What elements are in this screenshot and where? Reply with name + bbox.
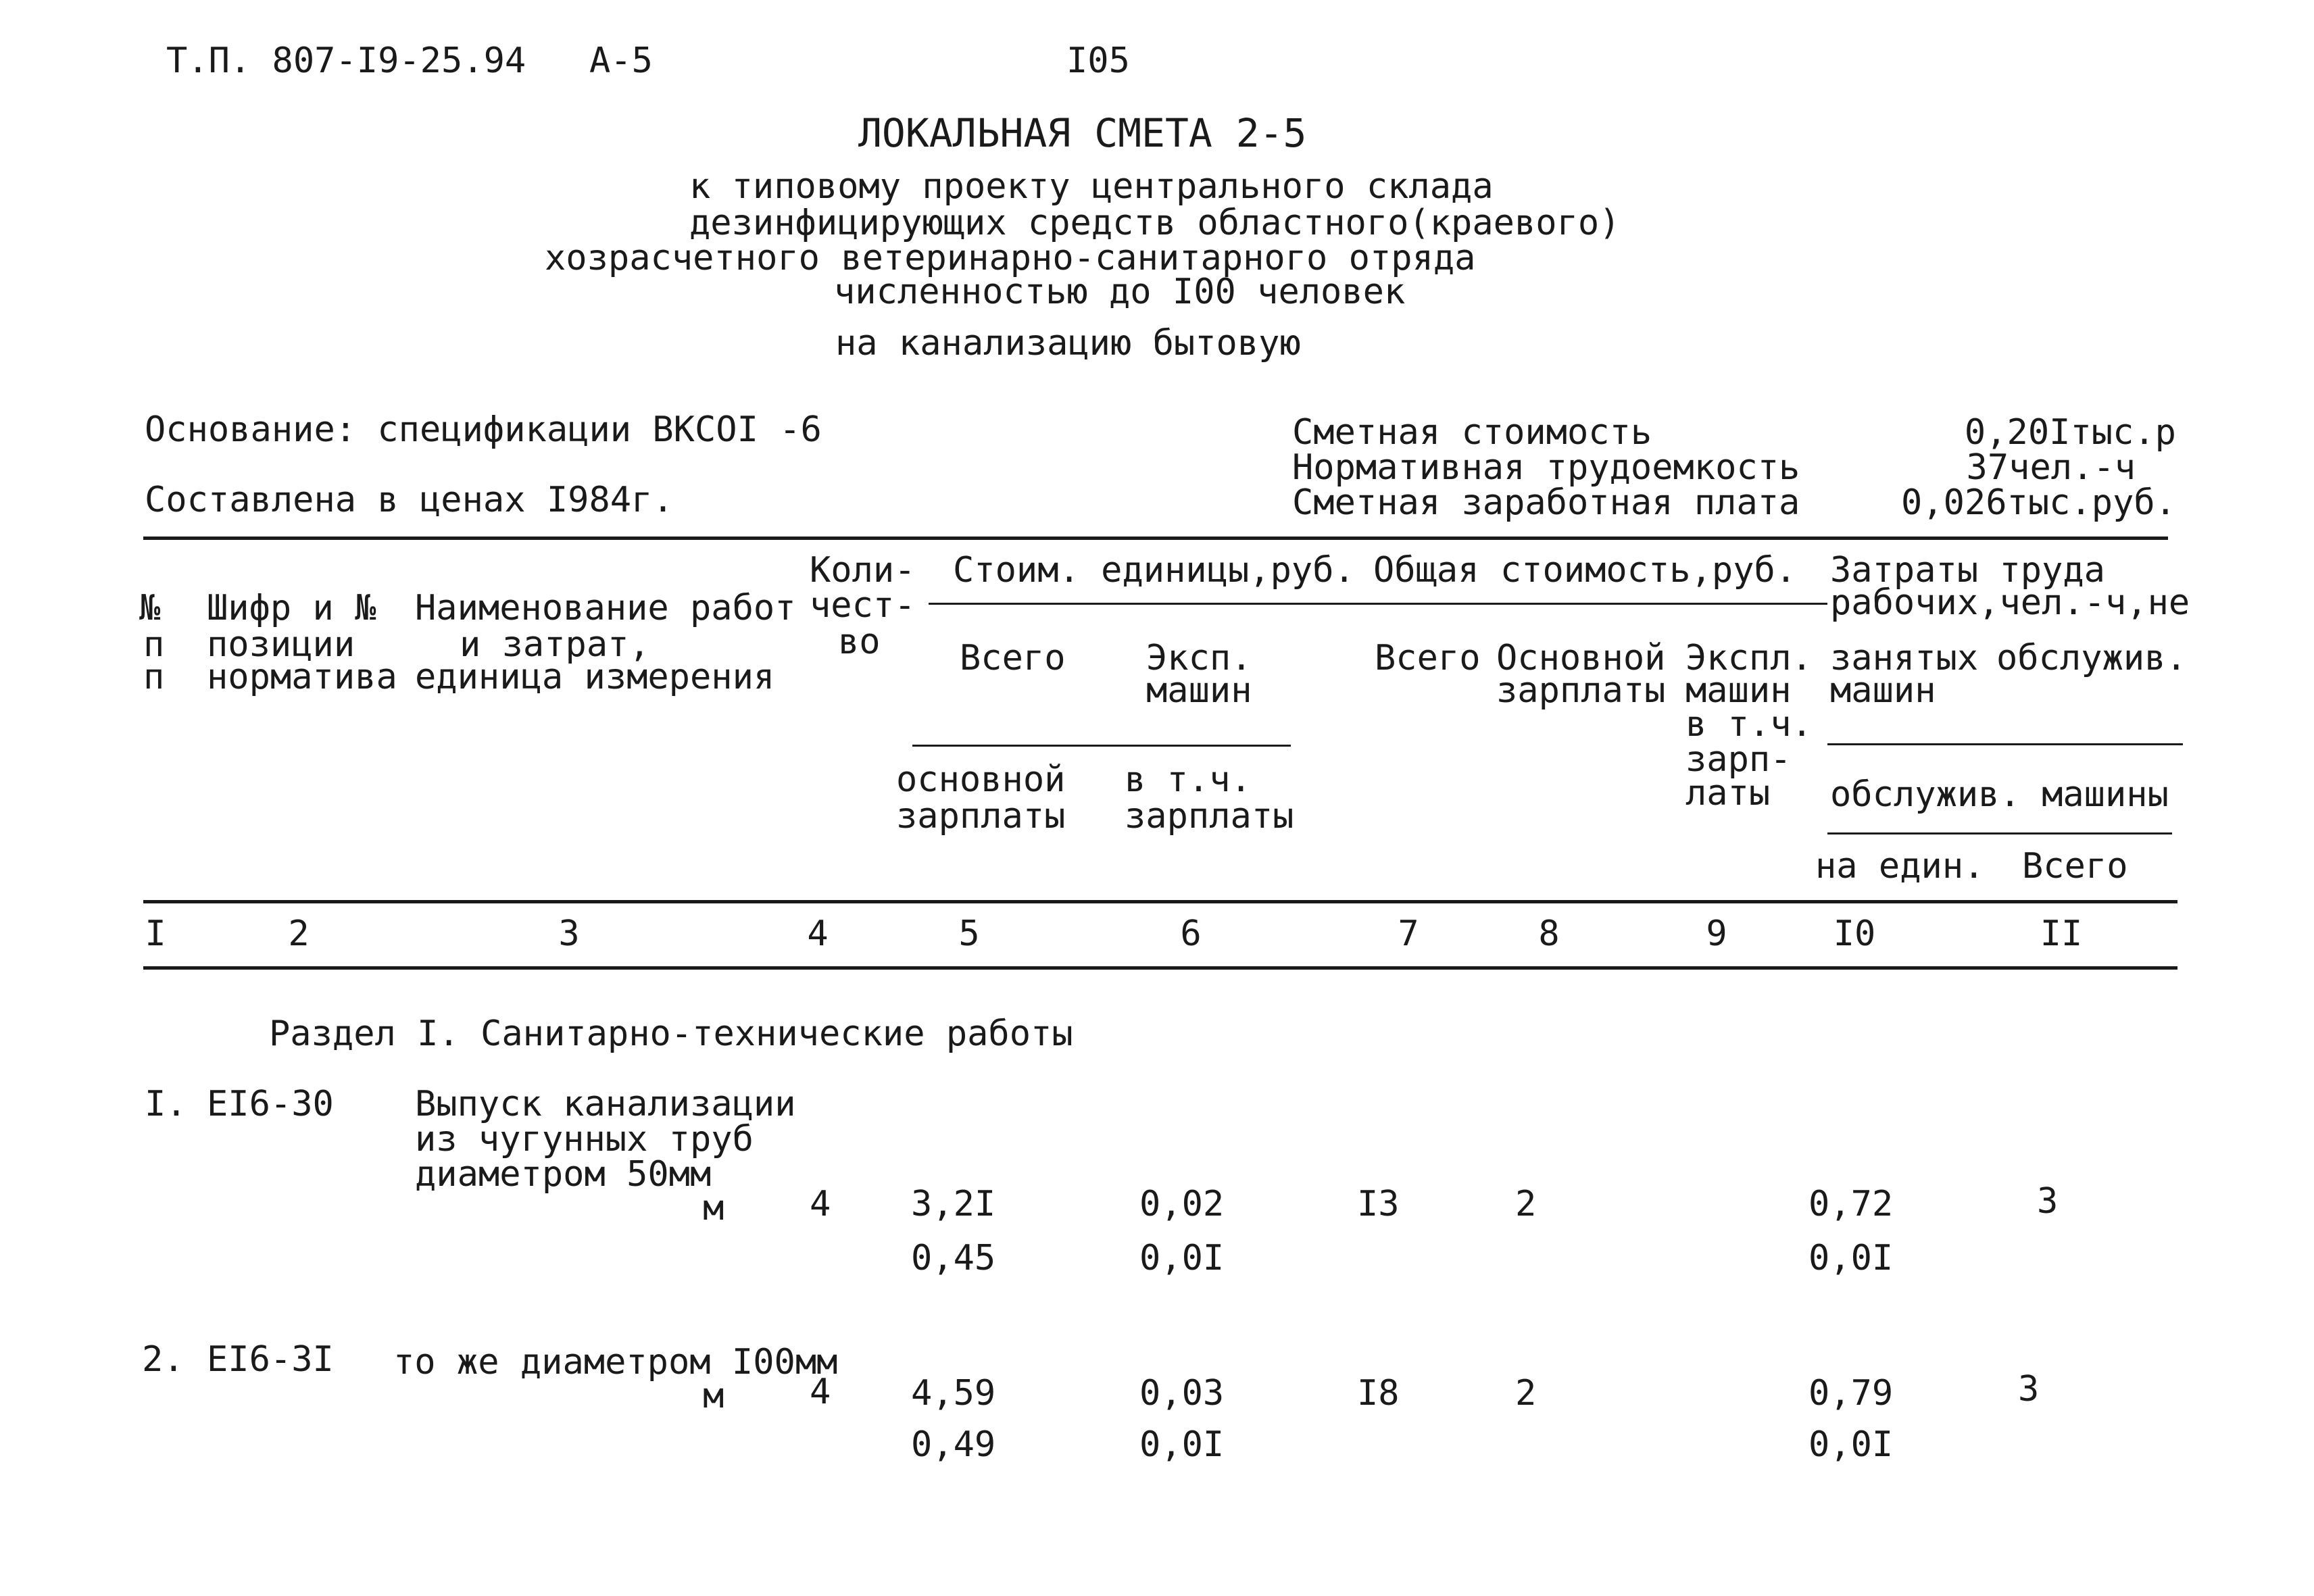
col9-header-line5: латы — [1685, 773, 1771, 814]
album-number: А-5 — [589, 41, 653, 81]
row2-code: ЕI6-3I — [207, 1339, 334, 1380]
col10-header-line2: машин — [1830, 670, 1936, 711]
col4-header-line1: Коли- — [810, 550, 916, 591]
col1-header-line1: № — [139, 588, 161, 628]
col6-header-line1: Эксп. — [1146, 638, 1252, 678]
row1-unit-machines-salary: 0,0I — [1139, 1238, 1225, 1278]
row2-unit-machines: 0,03 — [1139, 1373, 1225, 1414]
row2-quantity: 4 — [810, 1372, 831, 1412]
col6-header-line2: машин — [1146, 670, 1252, 711]
col9-header-line1: Экспл. — [1685, 638, 1813, 678]
row1-unit-cost-total: 3,2I — [911, 1184, 996, 1224]
col6-sub-line2: зарплаты — [1125, 796, 1294, 837]
total-cost-header: Общая стоимость,руб. — [1373, 550, 1797, 591]
col10-per-unit-header: на един. — [1815, 846, 1985, 887]
col10-11-sub-header: обслужив. машины — [1830, 774, 2169, 815]
col4-header-line2: чест- — [810, 585, 916, 626]
col-number-8: 8 — [1538, 914, 1560, 954]
row1-code: ЕI6-30 — [207, 1084, 334, 1124]
row1-number: I. — [145, 1084, 187, 1124]
row1-unit-machines: 0,02 — [1139, 1184, 1225, 1224]
col10-header-line1: занятых — [1830, 638, 1979, 678]
col-number-6: 6 — [1180, 914, 1202, 954]
col8-header-line2: зарплаты — [1496, 670, 1666, 711]
summary-salary-label: Сметная заработная плата — [1292, 482, 1800, 523]
row1-labor-per-unit: 0,72 — [1808, 1184, 1894, 1224]
row2-unit: м — [703, 1376, 724, 1416]
labor-header-line2: рабочих,чел.-ч,не — [1830, 582, 2190, 623]
row2-labor-per-unit: 0,79 — [1808, 1373, 1894, 1414]
row2-unit-cost-salary: 0,49 — [911, 1424, 996, 1465]
col-number-7: 7 — [1398, 914, 1419, 954]
col9-header-line3: в т.ч. — [1685, 704, 1813, 745]
col4-header-line3: во — [838, 622, 881, 662]
col-number-9: 9 — [1706, 914, 1727, 954]
page-number: I05 — [1066, 41, 1130, 81]
row1-labor-total: 3 — [2037, 1181, 2059, 1222]
group-header-rule — [929, 603, 1827, 605]
row2-total-cost: I8 — [1357, 1373, 1400, 1414]
row1-unit: м — [703, 1188, 724, 1228]
col9-header-line4: зарп- — [1685, 739, 1792, 780]
unit-cost-header: Стоим. единицы,руб. — [953, 550, 1355, 591]
labor-header-line1: Затраты труда — [1830, 550, 2105, 591]
row1-name-line1: Выпуск канализации — [415, 1084, 796, 1124]
col3-header-line1: Наименование работ — [415, 588, 796, 628]
row1-total-salary: 2 — [1515, 1184, 1537, 1224]
row1-name-line3: диаметром 50мм — [415, 1154, 712, 1195]
summary-salary-value: 0,026тыс.руб. — [1901, 482, 2176, 523]
col5-sub-line1: основной — [896, 759, 1066, 800]
header-bottom-rule — [143, 900, 2177, 903]
row2-unit-machines-salary: 0,0I — [1139, 1424, 1225, 1465]
col10-11-subrule-2 — [1827, 832, 2172, 834]
col5-sub-line2: зарплаты — [896, 796, 1066, 837]
col-number-1: I — [145, 914, 166, 954]
row2-unit-cost-total: 4,59 — [911, 1373, 996, 1414]
title-line-3: дезинфицирующих средств областного(краевого) — [689, 203, 1621, 243]
basis-specification: Основание: спецификации ВКСОI -6 — [145, 409, 822, 450]
summary-labor-value: 37чел.-ч — [1966, 447, 2136, 488]
row1-unit-cost-salary: 0,45 — [911, 1238, 996, 1278]
row2-labor-machines: 0,0I — [1808, 1424, 1894, 1465]
price-basis: Составлена в ценах I984г. — [145, 480, 674, 520]
col10-11-subrule — [1827, 743, 2183, 745]
col1-header-line2: п — [143, 624, 165, 665]
row2-labor-total: 3 — [2018, 1369, 2040, 1410]
row2-name-line1: то же диаметром I00мм — [393, 1342, 838, 1382]
col7-header: Всего — [1375, 638, 1481, 678]
document-code: Т.П. 807-I9-25.94 — [166, 41, 526, 81]
col-number-10: I0 — [1833, 914, 1876, 954]
col-number-2: 2 — [288, 914, 310, 954]
table-top-rule — [143, 537, 2168, 540]
document-title: ЛОКАЛЬНАЯ СМЕТА 2-5 — [858, 110, 1307, 156]
row1-quantity: 4 — [810, 1184, 831, 1224]
title-line-6: на канализацию бытовую — [835, 323, 1301, 364]
col11-header: обслужив. — [1996, 638, 2187, 678]
col-number-3: 3 — [558, 914, 580, 954]
title-line-2: к типовому проекту центрального склада — [689, 166, 1494, 207]
col11-total-header: Всего — [2022, 846, 2128, 887]
col-number-4: 4 — [807, 914, 829, 954]
row2-total-salary: 2 — [1515, 1373, 1537, 1414]
col8-header-line1: Основной — [1496, 638, 1666, 678]
col1-header-line3: п — [143, 657, 165, 697]
col2-header-line2: позиции — [207, 624, 355, 665]
row1-name-line2: из чугунных труб — [415, 1119, 754, 1159]
row1-total-cost: I3 — [1357, 1184, 1400, 1224]
col2-header-line1: Шифр и № — [207, 588, 376, 628]
row1-labor-machines: 0,0I — [1808, 1238, 1894, 1278]
col9-header-line2: машин — [1685, 670, 1792, 711]
col6-sub-line1: в т.ч. — [1125, 759, 1252, 800]
summary-labor-label: Нормативная трудоемкость — [1292, 447, 1800, 488]
col-number-5: 5 — [958, 914, 980, 954]
section-title: Раздел I. Санитарно-технические работы — [269, 1014, 1073, 1054]
col3-header-line3: единица измерения — [415, 657, 775, 697]
col3-header-line2: и затрат, — [460, 624, 650, 665]
title-line-5: численностью до I00 человек — [834, 272, 1406, 312]
col2-header-line3: норматива — [207, 657, 397, 697]
col5-6-subrule — [912, 745, 1291, 747]
col5-header: Всего — [960, 638, 1066, 678]
col-number-11: II — [2040, 914, 2083, 954]
column-numbers-rule — [143, 966, 2177, 970]
row2-number: 2. — [142, 1339, 184, 1380]
title-line-4: хозрасчетного ветеринарно-санитарного отряда — [545, 238, 1476, 278]
summary-cost-value: 0,20Iтыс.р — [1964, 412, 2176, 453]
summary-cost-label: Сметная стоимость — [1292, 412, 1652, 453]
